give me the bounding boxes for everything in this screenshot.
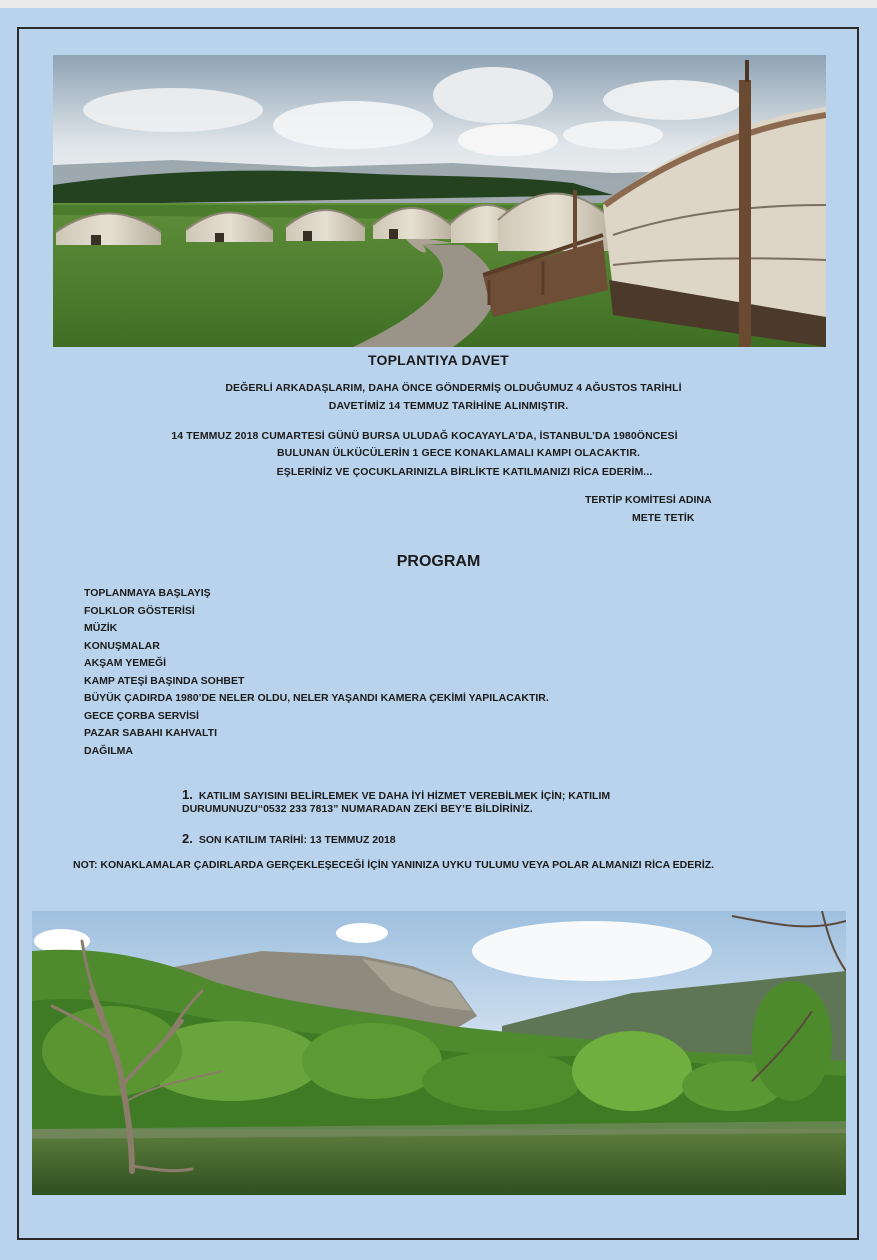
signature-committee: TERTİP KOMİTESİ ADINA [585, 494, 712, 506]
invitation-paragraph1-line2: DAVETİMİZ 14 TEMMUZ TARİHİNE ALINMIŞTIR. [328, 400, 569, 412]
invitation-paragraph2-line3: EŞLERİNİZ VE ÇOCUKLARINIZLA BİRLİKTE KATILMANIZI RİCA EDERİM... [276, 466, 653, 478]
program-item: FOLKLOR GÖSTERİSİ [84, 604, 195, 617]
program-list [84, 585, 549, 760]
program-title: PROGRAM [396, 553, 481, 570]
program-item: GECE ÇORBA SERVİSİ [84, 709, 199, 722]
note-item-1-number: 1. [182, 787, 193, 802]
note-item-2 [182, 831, 396, 846]
note-item-2-number: 2. [182, 831, 193, 846]
program-item: TOPLANMAYA BAŞLAYIŞ [84, 587, 211, 599]
signature-name: METE TETİK [632, 512, 695, 524]
invitation-title: TOPLANTIYA DAVET [368, 352, 509, 368]
note-item-1-text: KATILIM SAYISINI BELİRLEMEK VE DAHA İYİ HİZMET VEREBİLMEK İÇİN; KATILIM DURUMUNUZU“0532 233 7813” NUMARADAN ZEKİ BEY’E BİLDİRİNİZ. [182, 790, 611, 815]
invitation-paragraph2-line2: BULUNAN ÜLKÜCÜLERİN 1 GECE KONAKLAMALI KAMPI OLACAKTIR. [276, 447, 641, 459]
program-item: KAMP ATEŞİ BAŞINDA SOHBET [84, 674, 245, 687]
program-item: PAZAR SABAHI KAHVALTI [84, 727, 217, 739]
lake-forest-illustration [32, 911, 846, 1195]
invitation-paragraph1-line1: DEĞERLİ ARKADAŞLARIM, DAHA ÖNCE GÖNDERMİŞ OLDUĞUMUZ 4 AĞUSTOS TARİHLİ [225, 382, 682, 394]
note-item-2-text: SON KATILIM TARİHİ: 13 TEMMUZ 2018 [198, 834, 396, 846]
yurt-camp-illustration [53, 55, 826, 347]
top-strip [0, 0, 877, 8]
invitation-paragraph2-line1: 14 TEMMUZ 2018 CUMARTESİ GÜNÜ BURSA ULUDAĞ KOCAYAYLA’DA, İSTANBUL’DA 1980ÖNCESİ [171, 430, 678, 442]
program-item: DAĞILMA [84, 744, 133, 757]
lake-forest-photo [32, 911, 846, 1195]
program-item: KONUŞMALAR [84, 639, 160, 652]
note-item-1 [182, 788, 702, 816]
program-item: BÜYÜK ÇADIRDA 1980’DE NELER OLDU, NELER YAŞANDI KAMERA ÇEKİMİ YAPILACAKTIR. [84, 692, 549, 704]
yurt-camp-photo [53, 55, 826, 347]
program-item: MÜZİK [84, 622, 118, 634]
program-item: AKŞAM YEMEĞİ [84, 657, 167, 669]
final-note: NOT: KONAKLAMALAR ÇADIRLARDA GERÇEKLEŞECEĞİ İÇİN YANINIZA UYKU TULUMU VEYA POLAR ALMANIZI RİCA EDERİZ. [73, 859, 715, 871]
